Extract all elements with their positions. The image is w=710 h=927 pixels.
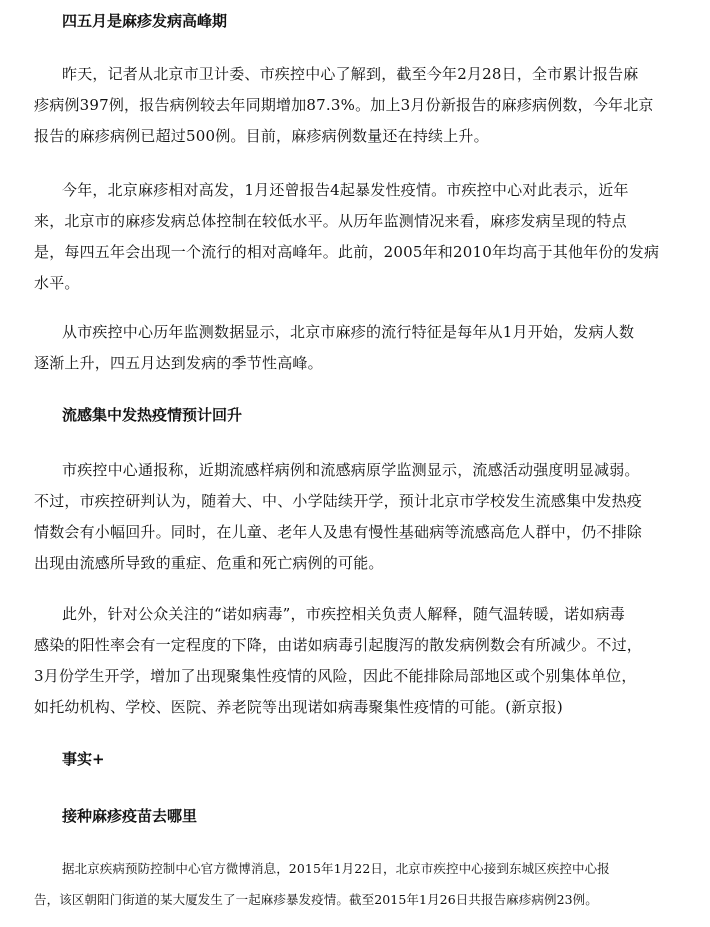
paragraph-line: 来，北京市的麻疹发病总体控制在较低水平。从历年监测情况来看，麻疹发病呈现的特点 [34,212,627,230]
paragraph-line: 告，该区朝阳门街道的某大厦发生了一起麻疹暴发疫情。截至2015年1月26日共报告麻疹病例23例。 [34,892,598,907]
section-heading-measles-peak: 四五月是麻疹发病高峰期 [62,12,228,30]
paragraph-line: 感染的阳性率会有一定程度的下降，由诺如病毒引起腹泻的散发病例数会有所减少。不过， [34,636,643,654]
paragraph-line: 不过，市疾控研判认为，随着大、中、小学陆续开学，预计北京市学校发生流感集中发热疫 [34,492,643,510]
paragraph-line: 疹病例397例，报告病例较去年同期增加87.3%。加上3月份新报告的麻疹病例数，今年北京 [34,96,654,114]
paragraph-line: 是，每四五年会出现一个流行的相对高峰年。此前，2005年和2010年均高于其他年份的发病 [34,243,660,261]
paragraph [34,455,694,579]
paragraph-line: 从市疾控中心历年监测数据显示，北京市麻疹的流行特征是每年从1月开始，发病人数 [62,323,635,341]
paragraph [34,599,694,723]
paragraph-line: 如托幼机构、学校、医院、养老院等出现诺如病毒聚集性疫情的可能。(新京报) [34,698,563,716]
paragraph-line: 情数会有小幅回升。同时，在儿童、老年人及患有慢性基础病等流感高危人群中，仍不排除 [34,523,643,541]
paragraph [34,59,694,152]
paragraph [34,853,694,915]
paragraph-line: 逐渐上升，四五月达到发病的季节性高峰。 [34,354,323,372]
paragraph-line: 出现由流感所导致的重症、危重和死亡病例的可能。 [34,554,384,572]
paragraph-line: 3月份学生开学，增加了出现聚集性疫情的风险，因此不能排除局部地区或个别集体单位， [34,667,637,685]
paragraph-line: 今年，北京麻疹相对高发，1月还曾报告4起暴发性疫情。市疾控中心对此表示，近年 [62,181,629,199]
paragraph-line: 市疾控中心通报称，近期流感样病例和流感病原学监测显示，流感活动强度明显减弱。 [62,461,640,479]
paragraph-line: 据北京疾病预防控制中心官方微博消息，2015年1月22日，北京市疾控中心接到东城区疾控中心报 [62,861,610,876]
paragraph-line: 水平。 [34,274,80,292]
paragraph-line: 此外，针对公众关注的“诺如病毒”，市疾控相关负责人解释，随气温转暖，诺如病毒 [62,605,625,623]
section-heading-facts: 事实+ [62,750,105,768]
paragraph-line: 报告的麻疹病例已超过500例。目前，麻疹病例数量还在持续上升。 [34,127,489,145]
section-heading-flu-outlook: 流感集中发热疫情预计回升 [62,406,243,424]
paragraph [34,175,694,299]
paragraph-line: 昨天，记者从北京市卫计委、市疾控中心了解到，截至今年2月28日，全市累计报告麻 [62,65,639,83]
paragraph [34,317,694,379]
section-heading-vaccine-where: 接种麻疹疫苗去哪里 [62,807,198,825]
